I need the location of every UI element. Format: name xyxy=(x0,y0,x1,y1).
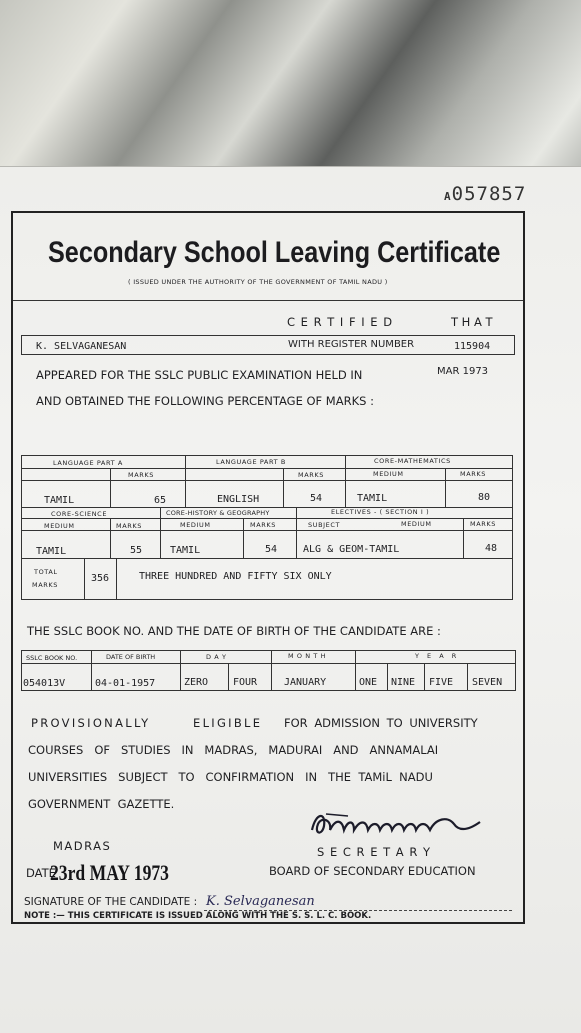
table-col xyxy=(424,663,425,690)
exam-month: MAR 1973 xyxy=(437,366,489,377)
table-rule xyxy=(22,558,512,559)
total-in-words: THREE HUNDRED AND FIFTY SIX ONLY xyxy=(139,571,332,582)
date-label: DATE xyxy=(26,866,56,880)
table-col xyxy=(355,651,356,690)
science-medium: TAMIL xyxy=(36,546,67,557)
header-book-no: SSLC BOOK NO. xyxy=(26,654,78,662)
lang-b-subject: ENGLISH xyxy=(217,494,260,505)
lang-a-subject: TAMIL xyxy=(44,495,75,506)
signature-label: SIGNATURE OF THE CANDIDATE : xyxy=(24,896,198,908)
secretary-signature xyxy=(308,806,488,842)
header-marks: MARKS xyxy=(128,471,154,479)
certified-label: C E R T I F I E D xyxy=(287,315,394,329)
table-col xyxy=(445,468,446,507)
table-col xyxy=(228,663,229,690)
header-medium: MEDIUM xyxy=(373,470,404,478)
header-language-b: LANGUAGE PART B xyxy=(216,458,286,466)
header-language-a: LANGUAGE PART A xyxy=(53,459,123,467)
table-col xyxy=(185,456,186,507)
header-medium: MEDIUM xyxy=(180,521,211,529)
place: MADRAS xyxy=(53,839,112,853)
table-col xyxy=(84,558,85,599)
serial-digits: 057857 xyxy=(451,183,527,205)
total-marks: 356 xyxy=(91,573,110,584)
day-word-2: FOUR xyxy=(233,677,258,688)
header-core-math: CORE-MATHEMATICS xyxy=(374,457,451,465)
table-col xyxy=(243,518,244,558)
month-word: JANUARY xyxy=(284,677,327,688)
eligible-admission: FOR ADMISSION TO UNIVERSITY xyxy=(284,716,478,730)
header-marks: MARKS xyxy=(298,471,324,479)
table-rule xyxy=(22,480,512,481)
header-marks: MARKS xyxy=(470,520,496,528)
elective-marks: 48 xyxy=(485,543,498,554)
header-medium: MEDIUM xyxy=(401,520,432,528)
table-rule xyxy=(22,507,512,508)
header-medium: MEDIUM xyxy=(44,522,75,530)
table-col xyxy=(110,518,111,558)
header-year: Y E A R xyxy=(415,652,460,660)
total-label: MARKS xyxy=(32,581,58,589)
photo-background xyxy=(0,0,581,175)
header-core-history: CORE-HISTORY & GEOGRAPHY xyxy=(166,509,270,517)
table-col xyxy=(467,663,468,690)
header-marks: MARKS xyxy=(116,522,142,530)
that-label: T H A T xyxy=(451,315,493,329)
elective-subject: ALG & GEOM-TAMIL xyxy=(303,544,400,555)
header-dob: DATE OF BIRTH xyxy=(106,653,156,661)
header-core-science: CORE-SCIENCE xyxy=(51,510,108,518)
table-col xyxy=(116,558,117,599)
divider xyxy=(13,300,523,301)
math-marks: 80 xyxy=(478,492,491,503)
table-rule xyxy=(22,663,515,664)
board-name: BOARD OF SECONDARY EDUCATION xyxy=(269,864,476,878)
total-label: TOTAL xyxy=(34,568,58,576)
table-col xyxy=(110,468,111,507)
header-subject: SUBJECT xyxy=(308,521,341,529)
table-rule xyxy=(22,468,512,469)
register-label: WITH REGISTER NUMBER xyxy=(288,339,415,350)
lang-a-marks: 65 xyxy=(154,495,167,506)
secretary-title: S E C R E T A R Y xyxy=(317,845,432,859)
obtained-text: AND OBTAINED THE FOLLOWING PERCENTAGE OF MARKS : xyxy=(36,394,374,408)
table-col xyxy=(296,507,297,558)
history-marks: 54 xyxy=(265,544,278,555)
date-stamp: 23rd MAY 1973 xyxy=(50,860,169,885)
candidate-name: K. SELVAGANESAN xyxy=(36,341,127,352)
candidate-signature: K. Selvaganesan xyxy=(206,894,315,909)
table-rule xyxy=(22,530,512,531)
table-col xyxy=(91,651,92,690)
eligible-line-3: UNIVERSITIES SUBJECT TO CONFIRMATION IN THE TAMiL NADU xyxy=(28,770,433,784)
header-marks: MARKS xyxy=(250,521,276,529)
table-col xyxy=(271,651,272,690)
eligible-provisionally: PROVISIONALLY xyxy=(31,716,151,730)
appeared-text: APPEARED FOR THE SSLC PUBLIC EXAMINATION HELD IN xyxy=(36,368,363,382)
year-word-1: ONE xyxy=(359,677,378,688)
table-col xyxy=(283,468,284,507)
date-of-birth: 04-01-1957 xyxy=(95,678,156,689)
book-number: 054013V xyxy=(23,678,66,689)
serial-number xyxy=(444,183,526,205)
table-col xyxy=(345,456,346,507)
header-day: D A Y xyxy=(206,653,227,661)
header-marks: MARKS xyxy=(460,470,486,478)
year-word-2: NINE xyxy=(391,677,416,688)
math-medium: TAMIL xyxy=(357,493,388,504)
eligible-line-4: GOVERNMENT GAZETTE. xyxy=(28,797,175,811)
footer-note: NOTE :— THIS CERTIFICATE IS ISSUED ALONG WITH THE S. S. L. C. BOOK. xyxy=(24,911,372,921)
table-col xyxy=(387,663,388,690)
eligible-word: ELIGIBLE xyxy=(193,716,263,730)
certificate-title: Secondary School Leaving Certificate xyxy=(48,236,501,269)
book-text: THE SSLC BOOK NO. AND THE DATE OF BIRTH OF THE CANDIDATE ARE : xyxy=(27,624,441,638)
header-electives: ELECTIVES - ( SECTION I ) xyxy=(331,508,430,516)
lang-b-marks: 54 xyxy=(310,493,323,504)
history-medium: TAMIL xyxy=(170,545,201,556)
serial-prefix: A xyxy=(444,190,452,203)
table-col xyxy=(160,507,161,558)
certificate-subtitle: ( ISSUED UNDER THE AUTHORITY OF THE GOVERNMENT OF TAMIL NADU ) xyxy=(128,278,388,286)
table-col xyxy=(463,518,464,558)
year-word-3: FIVE xyxy=(429,677,454,688)
register-number: 115904 xyxy=(454,341,491,352)
table-rule xyxy=(22,518,512,519)
year-word-4: SEVEN xyxy=(472,677,503,688)
eligible-line-2: COURSES OF STUDIES IN MADRAS, MADURAI AND ANNAMALAI xyxy=(28,743,439,757)
table-col xyxy=(180,651,181,690)
header-month: M O N T H xyxy=(288,652,327,660)
science-marks: 55 xyxy=(130,545,143,556)
day-word-1: ZERO xyxy=(184,677,209,688)
